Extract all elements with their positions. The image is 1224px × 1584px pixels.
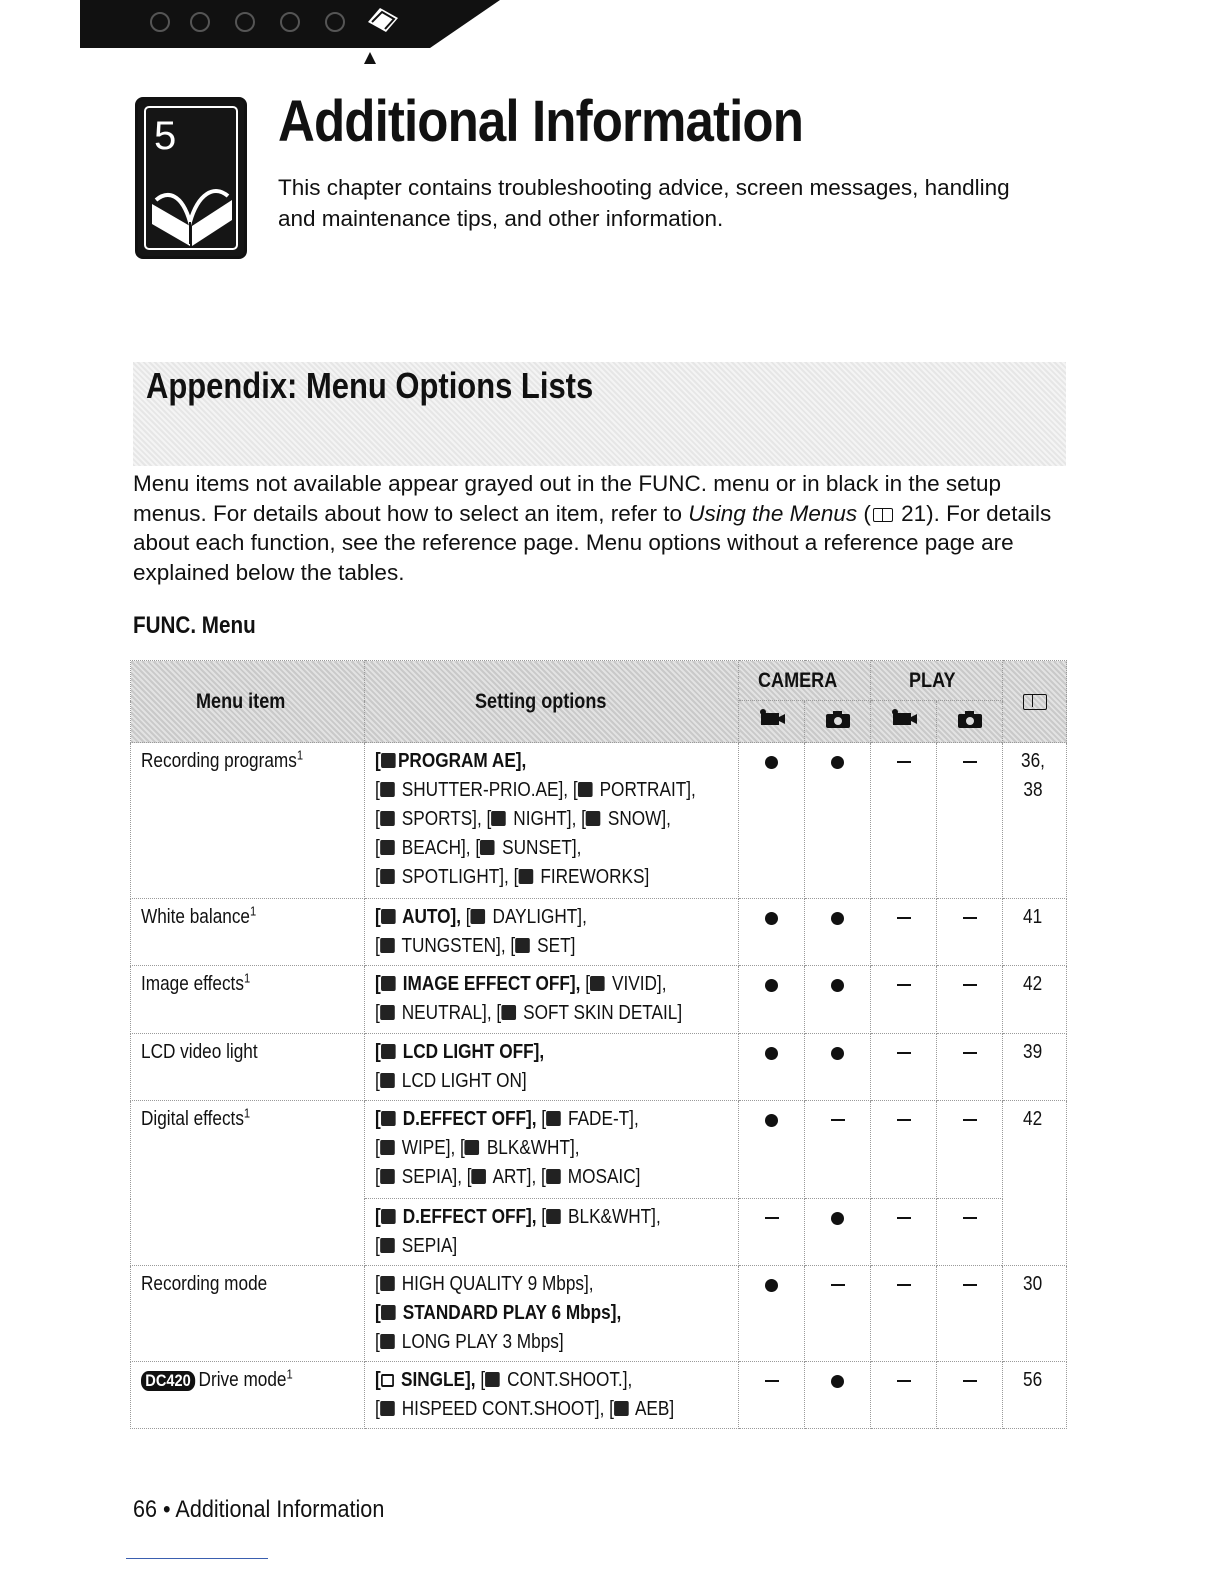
availability-cell	[805, 1266, 871, 1362]
setting-option-text: PORTRAIT],	[594, 779, 696, 801]
setting-option-text: SNOW],	[603, 808, 671, 830]
availability-cell	[805, 743, 871, 899]
unavailable-dash	[963, 761, 977, 763]
fireworks-icon	[518, 869, 533, 884]
using-menus-reference: Using the Menus	[688, 500, 858, 526]
setting-option-text: [	[580, 973, 591, 995]
availability-cell	[871, 966, 937, 1034]
availability-cell	[739, 1199, 805, 1266]
setting-option-text: [	[375, 1070, 380, 1092]
available-dot	[831, 912, 844, 925]
available-dot	[831, 1047, 844, 1060]
beach-icon	[380, 840, 395, 855]
reference-page-number: 42	[1023, 973, 1043, 995]
sepia-icon	[380, 1169, 395, 1184]
lcd-light-on-icon	[380, 1073, 395, 1088]
setting-option-text: [	[375, 1235, 380, 1257]
menu-item-label: Recording mode	[141, 1273, 268, 1295]
sunset-icon	[480, 840, 495, 855]
header-play-photo	[937, 701, 1003, 743]
available-dot	[765, 756, 778, 769]
blk-wht-icon	[546, 1209, 561, 1224]
unavailable-dash	[963, 1284, 977, 1286]
set-icon	[515, 938, 530, 953]
availability-cell	[871, 899, 937, 966]
availability-cell	[739, 1101, 805, 1199]
setting-option-text: AUTO],	[397, 906, 462, 928]
header-setting-options: Setting options	[365, 661, 739, 743]
setting-option-text: [	[475, 1369, 486, 1391]
footnote-marker: 1	[250, 903, 257, 919]
availability-cell	[937, 1362, 1003, 1429]
available-dot	[765, 1047, 778, 1060]
availability-cell	[871, 1101, 937, 1199]
setting-option-text: HIGH QUALITY 9 Mbps],	[396, 1273, 594, 1295]
reference-page-number: 36, 38	[1020, 750, 1045, 801]
table-row	[131, 966, 1067, 1034]
program-ae-icon	[381, 753, 396, 768]
reference-page-cell	[1003, 743, 1067, 899]
available-dot	[765, 1279, 778, 1292]
header-camera: CAMERA	[739, 661, 871, 701]
tungsten-icon	[380, 938, 395, 953]
aeb-icon	[614, 1401, 629, 1416]
setting-option-text: [	[375, 1273, 380, 1295]
setting-option-text: D.EFFECT OFF],	[397, 1206, 537, 1228]
setting-option-text: SINGLE],	[396, 1369, 476, 1391]
footnote-marker: 1	[286, 1366, 293, 1382]
header-camera-photo	[805, 701, 871, 743]
unavailable-dash	[897, 1052, 911, 1054]
single-icon	[381, 1374, 394, 1387]
available-dot	[831, 756, 844, 769]
available-dot	[765, 912, 778, 925]
book-reference-icon	[873, 508, 893, 522]
menu-item-cell	[131, 899, 365, 966]
setting-option-text: LCD LIGHT OFF],	[397, 1041, 545, 1063]
availability-cell	[739, 1362, 805, 1429]
availability-cell	[739, 1034, 805, 1101]
setting-option-text: [	[375, 750, 381, 772]
snow-icon	[586, 811, 601, 826]
unavailable-dash	[963, 1217, 977, 1219]
footer-section: Additional Information	[175, 1496, 385, 1523]
page-footer	[133, 1496, 384, 1524]
setting-option-text: [	[375, 1137, 380, 1159]
availability-cell	[805, 1362, 871, 1429]
unavailable-dash	[765, 1380, 779, 1382]
func-menu-heading: FUNC. Menu	[133, 612, 256, 639]
availability-cell	[739, 899, 805, 966]
availability-cell	[871, 1034, 937, 1101]
unavailable-dash	[897, 1217, 911, 1219]
setting-option-text: SET]	[532, 935, 576, 957]
menu-item-cell	[131, 1101, 365, 1266]
xp-icon	[380, 1276, 395, 1291]
unavailable-dash	[963, 1380, 977, 1382]
available-dot	[831, 1212, 844, 1225]
fade-t-icon	[546, 1111, 561, 1126]
footnote-marker: 1	[296, 747, 304, 763]
setting-option-text: PROGRAM AE],	[397, 750, 527, 772]
setting-options-cell	[365, 1362, 739, 1429]
cont-shoot-icon	[485, 1372, 500, 1387]
availability-cell	[937, 966, 1003, 1034]
setting-option-text: SPOTLIGHT], [	[396, 866, 519, 888]
setting-option-text: HISPEED CONT.SHOOT], [	[396, 1398, 614, 1420]
chapter-title: Additional Information	[278, 89, 804, 154]
portrait-icon	[578, 782, 593, 797]
chapter-tab	[80, 0, 500, 50]
available-dot	[831, 1375, 844, 1388]
sp-icon	[381, 1305, 396, 1320]
availability-cell	[739, 1266, 805, 1362]
setting-option-text: [	[375, 973, 381, 995]
setting-options-cell	[365, 1101, 739, 1199]
setting-option-text: [	[375, 906, 381, 928]
setting-options-cell	[365, 1266, 739, 1362]
open-book-icon	[148, 170, 236, 250]
unavailable-dash	[831, 1284, 845, 1286]
table-row	[131, 1034, 1067, 1101]
section-marker-arrow	[364, 52, 376, 64]
setting-option-text: NEUTRAL], [	[396, 1002, 502, 1024]
reference-page-number: 30	[1023, 1273, 1043, 1295]
reference-page-number: 41	[1023, 906, 1043, 928]
setting-option-text: FIREWORKS]	[535, 866, 650, 888]
setting-option-text: IMAGE EFFECT OFF],	[397, 973, 581, 995]
setting-option-text: [	[375, 1041, 381, 1063]
menu-item-label: Drive mode	[198, 1369, 287, 1391]
setting-option-text: NIGHT], [	[508, 808, 586, 830]
setting-option-text: SHUTTER-PRIO.AE], [	[396, 779, 578, 801]
wipe-icon	[380, 1140, 395, 1155]
setting-option-text: [	[375, 1331, 380, 1353]
setting-option-text: MOSAIC]	[562, 1166, 641, 1188]
menu-item-label: LCD video light	[141, 1041, 258, 1063]
setting-option-text: [	[375, 935, 380, 957]
mosaic-icon	[546, 1169, 561, 1184]
setting-option-text: [	[375, 1369, 381, 1391]
header-play: PLAY	[871, 661, 1003, 701]
reference-page-number: 56	[1023, 1369, 1043, 1391]
reference-page-cell	[1003, 1101, 1067, 1266]
table-row	[131, 1266, 1067, 1362]
setting-option-text: FADE-T],	[563, 1108, 639, 1130]
reference-page-cell	[1003, 1034, 1067, 1101]
setting-options-cell	[365, 966, 739, 1034]
available-dot	[831, 979, 844, 992]
menu-item-label: Recording programs	[141, 750, 297, 772]
func-menu-table	[130, 660, 1067, 1429]
table-row	[131, 1101, 1067, 1199]
menu-item-label: White balance	[141, 906, 251, 928]
setting-option-text: D.EFFECT OFF],	[397, 1108, 537, 1130]
movie-camera-icon	[889, 709, 919, 729]
unavailable-dash	[897, 984, 911, 986]
daylight-icon	[471, 909, 486, 924]
neutral-icon	[380, 1005, 395, 1020]
setting-option-text: [	[461, 906, 471, 928]
setting-option-text: [	[536, 1206, 547, 1228]
menu-item-cell	[131, 1362, 365, 1429]
lcd-light-off-icon	[381, 1044, 396, 1059]
availability-cell	[805, 1034, 871, 1101]
d-effect-off-icon	[381, 1111, 396, 1126]
image-effect-off-icon	[381, 976, 396, 991]
setting-options-cell	[365, 743, 739, 899]
setting-option-text: BLK&WHT],	[563, 1206, 661, 1228]
sepia-icon	[380, 1238, 395, 1253]
soft-skin-icon	[501, 1005, 516, 1020]
menu-item-cell	[131, 966, 365, 1034]
setting-option-text: [	[375, 779, 380, 801]
setting-option-text: [	[375, 866, 380, 888]
setting-option-text: CONT.SHOOT.],	[502, 1369, 633, 1391]
chapter-badge	[135, 97, 247, 259]
table-row	[131, 1362, 1067, 1429]
setting-option-text: SPORTS], [	[396, 808, 492, 830]
reference-page-cell	[1003, 899, 1067, 966]
availability-cell	[937, 1101, 1003, 1199]
menu-item-cell	[131, 1266, 365, 1362]
unavailable-dash	[963, 1119, 977, 1121]
setting-option-text: WIPE], [	[396, 1137, 465, 1159]
availability-cell	[805, 1199, 871, 1266]
availability-cell	[805, 1101, 871, 1199]
table-row	[131, 899, 1067, 966]
night-icon	[491, 811, 506, 826]
setting-option-text: [	[375, 837, 380, 859]
unavailable-dash	[897, 1119, 911, 1121]
lp-icon	[380, 1334, 395, 1349]
footnote-marker: 1	[243, 970, 251, 986]
reference-page-cell	[1003, 1362, 1067, 1429]
unavailable-dash	[897, 761, 911, 763]
setting-option-text: TUNGSTEN], [	[396, 935, 516, 957]
setting-option-text: [	[375, 1302, 381, 1324]
unavailable-dash	[765, 1217, 779, 1219]
header-menu-item: Menu item	[131, 661, 365, 743]
vivid-icon	[590, 976, 605, 991]
setting-option-text: VIVID],	[607, 973, 667, 995]
still-camera-icon	[824, 709, 852, 729]
setting-option-text: [	[375, 1206, 381, 1228]
reference-page-number: 42	[1023, 1108, 1043, 1130]
hispeed-icon	[380, 1401, 395, 1416]
setting-option-text: LONG PLAY 3 Mbps]	[396, 1331, 564, 1353]
table-row	[131, 743, 1067, 899]
page-number: 66	[133, 1496, 158, 1523]
setting-options-cell	[365, 1199, 739, 1266]
availability-cell	[805, 966, 871, 1034]
setting-option-text: ART], [	[488, 1166, 546, 1188]
menu-item-cell	[131, 1034, 365, 1101]
chapter-number: 5	[154, 114, 177, 158]
setting-option-text: SUNSET],	[497, 837, 582, 859]
setting-option-text: STANDARD PLAY 6 Mbps],	[397, 1302, 622, 1324]
reference-page-cell	[1003, 1266, 1067, 1362]
availability-cell	[871, 1199, 937, 1266]
availability-cell	[739, 966, 805, 1034]
reference-page-number: 39	[1023, 1041, 1043, 1063]
unavailable-dash	[831, 1119, 845, 1121]
unavailable-dash	[963, 984, 977, 986]
footer-rule	[126, 1558, 268, 1559]
setting-option-text: AEB]	[631, 1398, 675, 1420]
unavailable-dash	[963, 1052, 977, 1054]
setting-option-text: SEPIA]	[396, 1235, 458, 1257]
setting-option-text: [	[375, 1108, 381, 1130]
unavailable-dash	[963, 917, 977, 919]
availability-cell	[739, 743, 805, 899]
setting-option-text: SOFT SKIN DETAIL]	[518, 1002, 683, 1024]
footnote-marker: 1	[243, 1105, 251, 1121]
menu-item-cell	[131, 743, 365, 899]
availability-cell	[871, 743, 937, 899]
header-camera-movie	[739, 701, 805, 743]
header-play-movie	[871, 701, 937, 743]
book-reference-icon	[1023, 694, 1047, 710]
availability-cell	[805, 899, 871, 966]
appendix-intro-paragraph: Menu items not available appear grayed out in the FUNC. menu or in black in the setup menus. For details about how to select an item, refer to Using the Menus ( 21). For details about each function, see the reference page. Menu options without a reference page are explained below the tables.	[133, 471, 1052, 585]
setting-option-text: SEPIA], [	[396, 1166, 472, 1188]
model-badge: DC420	[141, 1371, 195, 1391]
setting-option-text: [	[375, 1002, 380, 1024]
blk-wht-icon	[465, 1140, 480, 1155]
still-camera-icon	[956, 709, 984, 729]
availability-cell	[871, 1362, 937, 1429]
sports-icon	[380, 811, 395, 826]
d-effect-off-icon	[381, 1209, 396, 1224]
setting-option-text: BEACH], [	[396, 837, 481, 859]
availability-cell	[871, 1266, 937, 1362]
setting-options-cell	[365, 1034, 739, 1101]
setting-option-text: [	[375, 808, 380, 830]
tv-icon	[380, 782, 395, 797]
spotlight-icon	[380, 869, 395, 884]
setting-options-cell	[365, 899, 739, 966]
setting-option-text: DAYLIGHT],	[487, 906, 587, 928]
available-dot	[765, 1114, 778, 1127]
unavailable-dash	[897, 917, 911, 919]
reference-page-cell	[1003, 966, 1067, 1034]
movie-camera-icon	[757, 709, 787, 729]
unavailable-dash	[897, 1284, 911, 1286]
menu-item-label: Digital effects	[141, 1108, 244, 1130]
appendix-title: Appendix: Menu Options Lists	[146, 365, 594, 406]
art-icon	[472, 1169, 487, 1184]
setting-option-text: BLK&WHT],	[482, 1137, 580, 1159]
footer-bullet: •	[163, 1496, 171, 1523]
setting-option-text: [	[536, 1108, 547, 1130]
awb-icon	[381, 909, 396, 924]
availability-cell	[937, 1034, 1003, 1101]
availability-cell	[937, 899, 1003, 966]
chapter-intro: This chapter contains troubleshooting advice, screen messages, handling and maintenance tips, and other information.	[278, 175, 1010, 231]
header-reference-page	[1003, 661, 1067, 743]
availability-cell	[937, 743, 1003, 899]
setting-option-text: [	[375, 1166, 380, 1188]
available-dot	[765, 979, 778, 992]
unavailable-dash	[897, 1380, 911, 1382]
setting-option-text: [	[375, 1398, 380, 1420]
setting-option-text: LCD LIGHT ON]	[396, 1070, 527, 1092]
availability-cell	[937, 1266, 1003, 1362]
availability-cell	[937, 1199, 1003, 1266]
menu-item-label: Image effects	[141, 973, 244, 995]
